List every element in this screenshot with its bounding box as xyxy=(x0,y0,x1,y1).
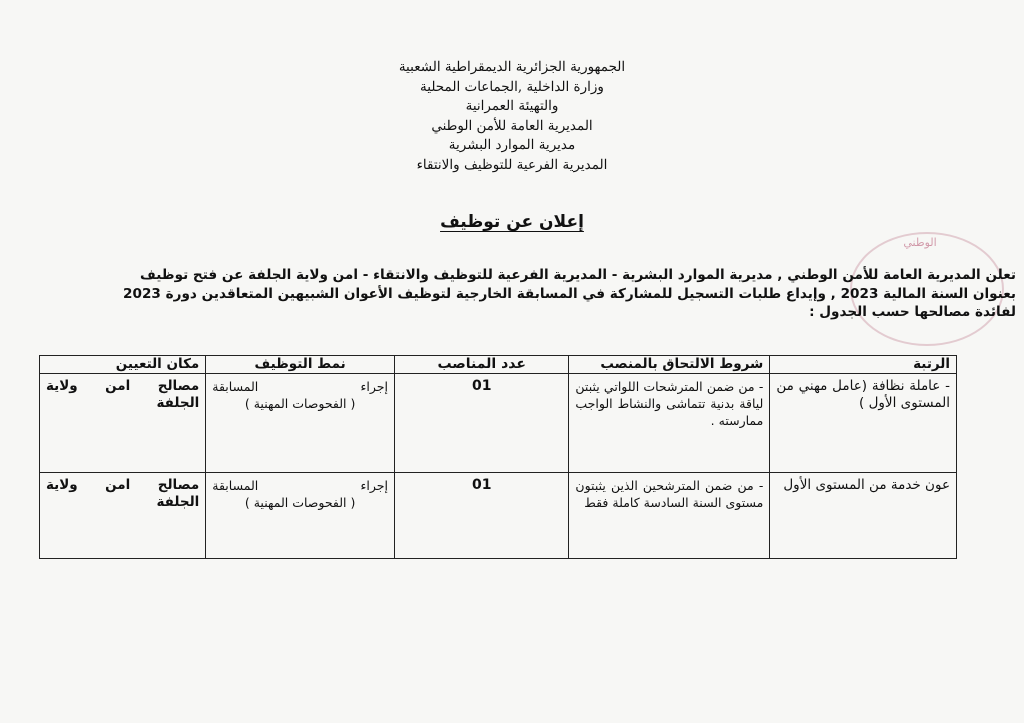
stamp-text: الوطني xyxy=(903,236,937,249)
cell-rank: - عاملة نظافة (عامل مهني من المستوى الأول ) xyxy=(770,374,957,473)
header-line-hr-directorate: مديرية الموارد البشرية xyxy=(448,137,576,154)
announcement-intro xyxy=(68,266,1016,322)
cell-rank: عون خدمة من المستوى الأول xyxy=(770,473,957,559)
cell-place: مصالح امن ولاية الجلفة xyxy=(40,374,206,473)
header-rank: الرتبة xyxy=(770,356,957,374)
intro-line-2: بعنوان السنة المالية 2023 , وإيداع طلبات التسجيل للمشاركة في المسابقة الخارجية لتوظيف الأعوان الشبيهين المتعاقدين دورة 2023 xyxy=(123,285,1016,302)
table-row xyxy=(40,473,957,559)
cell-conditions: - من ضمن المترشحات اللواتي يثبتن لياقة بدنية تتماشى والنشاط الواجب ممارسته . xyxy=(569,374,770,473)
table-header-row xyxy=(40,356,957,374)
cell-mode xyxy=(206,374,395,473)
header-count: عدد المناصب xyxy=(394,356,568,374)
cell-conditions: - من ضمن المترشحين الذين يثبتون مستوى السنة السادسة كاملة فقط xyxy=(569,473,770,559)
header-conditions: شروط الالتحاق بالمنصب xyxy=(569,356,770,374)
announcement-title: إعلان عن توظيف xyxy=(440,212,584,232)
cell-place: مصالح امن ولاية الجلفة xyxy=(40,473,206,559)
intro-line-3: لفائدة مصالحها حسب الجدول : xyxy=(809,304,1016,320)
mode-line-exams: ( الفحوصات المهنية ) xyxy=(244,396,356,411)
table-row xyxy=(40,374,957,473)
header-line-sub-directorate: المديرية الفرعية للتوظيف والانتقاء xyxy=(416,156,608,173)
header-place: مكان التعيين xyxy=(40,356,206,374)
intro-line-1: تعلن المديرية العامة للأمن الوطني , مديرية الموارد البشرية - المديرية الفرعية للتوظيف والانتقاء - امن ولاية الجلفة عن فتح توظيف xyxy=(140,267,1016,283)
mode-line-exams: ( الفحوصات المهنية ) xyxy=(244,495,356,510)
header-line-planning: والتهيئة العمرانية xyxy=(465,98,559,115)
cell-mode xyxy=(206,473,395,559)
cell-count: 01 xyxy=(394,473,568,559)
mode-line-contest: إجراء المسابقة xyxy=(212,478,388,493)
header-line-republic: الجمهورية الجزائرية الديمقراطية الشعبية xyxy=(398,59,626,75)
header-mode: نمط التوظيف xyxy=(206,356,395,374)
cell-count: 01 xyxy=(394,374,568,473)
mode-line-contest: إجراء المسابقة xyxy=(212,379,388,394)
positions-table xyxy=(39,355,957,559)
header-line-directorate-general: المديرية العامة للأمن الوطني xyxy=(431,117,593,134)
header-line-ministry: وزارة الداخلية ,الجماعات المحلية xyxy=(420,78,604,95)
document-header xyxy=(312,58,712,176)
